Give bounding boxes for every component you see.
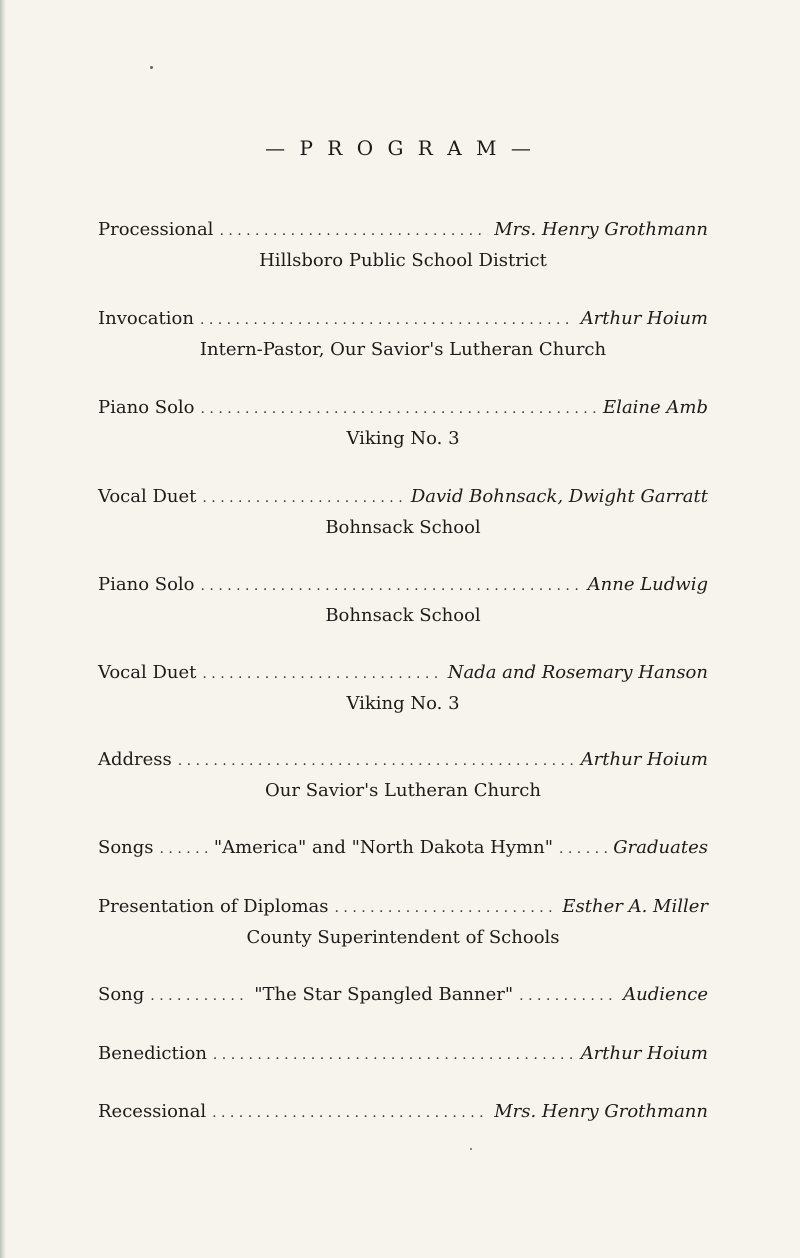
dot-leader [213,1042,575,1068]
entry-label: Songs [98,837,154,858]
entry-label: Vocal Duet [98,662,197,683]
entry-performer: Audience [623,984,708,1005]
program-entry [98,484,708,541]
entry-detail: Hillsboro Public School District [259,250,547,271]
dot-leader [202,661,441,687]
entry-performer: Elaine Amb [603,397,708,418]
program-entry [98,835,708,862]
entry-performer: Nada and Rosemary Hanson [447,662,708,683]
dot-leader [559,836,607,862]
entry-label: Piano Solo [98,574,195,595]
entry-label: Piano Solo [98,397,195,418]
entry-selection: "America" and "North Dakota Hymn" [213,837,553,858]
entry-label: Processional [98,219,214,240]
entry-detail: Intern-Pastor, Our Savior's Lutheran Church [199,339,607,360]
entry-detail: County Superintendent of Schools [246,927,560,948]
entry-label: Presentation of Diplomas [98,896,329,917]
entry-label: Vocal Duet [98,486,197,507]
entry-detail: Our Savior's Lutheran Church [265,780,541,801]
entry-label: Invocation [98,308,194,329]
dot-leader [200,307,575,333]
entry-detail: Bohnsack School [325,605,481,626]
program-entry [98,982,708,1009]
entry-performer: David Bohnsack, Dwight Garratt [410,486,708,507]
entry-performer: Mrs. Henry Grothmann [494,1101,708,1122]
entry-detail: Viking No. 3 [346,693,460,714]
program-entry [98,894,708,951]
entry-label: Address [98,749,172,770]
program-entry [98,395,708,452]
dot-leader [212,1100,488,1126]
entry-performer: Arthur Hoium [580,749,708,770]
paper-speck [150,66,153,69]
dot-leader [201,396,598,422]
dot-leader [150,983,248,1009]
entry-performer: Graduates [613,837,708,858]
dot-leader [519,983,617,1009]
program-entry [98,572,708,629]
paper-speck [470,1148,472,1150]
entry-label: Song [98,984,145,1005]
program-entry [98,747,708,804]
program-entry [98,306,708,363]
entry-performer: Anne Ludwig [587,574,708,595]
dot-leader [202,485,404,511]
entry-label: Recessional [98,1101,207,1122]
dot-leader [160,836,208,862]
program-entry [98,660,708,717]
entry-performer: Mrs. Henry Grothmann [494,219,708,240]
entry-label: Benediction [98,1043,207,1064]
entry-detail: Viking No. 3 [346,428,460,449]
program-entry [98,1041,708,1068]
entry-performer: Arthur Hoium [580,308,708,329]
program-title: — P R O G R A M — [265,136,535,160]
entry-selection: "The Star Spangled Banner" [254,984,514,1005]
entry-performer: Esther A. Miller [562,896,708,917]
page-edge [0,0,6,1258]
dot-leader [335,895,557,921]
entry-performer: Arthur Hoium [580,1043,708,1064]
program-entry [98,1099,708,1126]
entry-detail: Bohnsack School [325,517,481,538]
dot-leader [201,573,582,599]
program-entry [98,217,708,274]
dot-leader [178,748,575,774]
dot-leader [219,218,488,244]
